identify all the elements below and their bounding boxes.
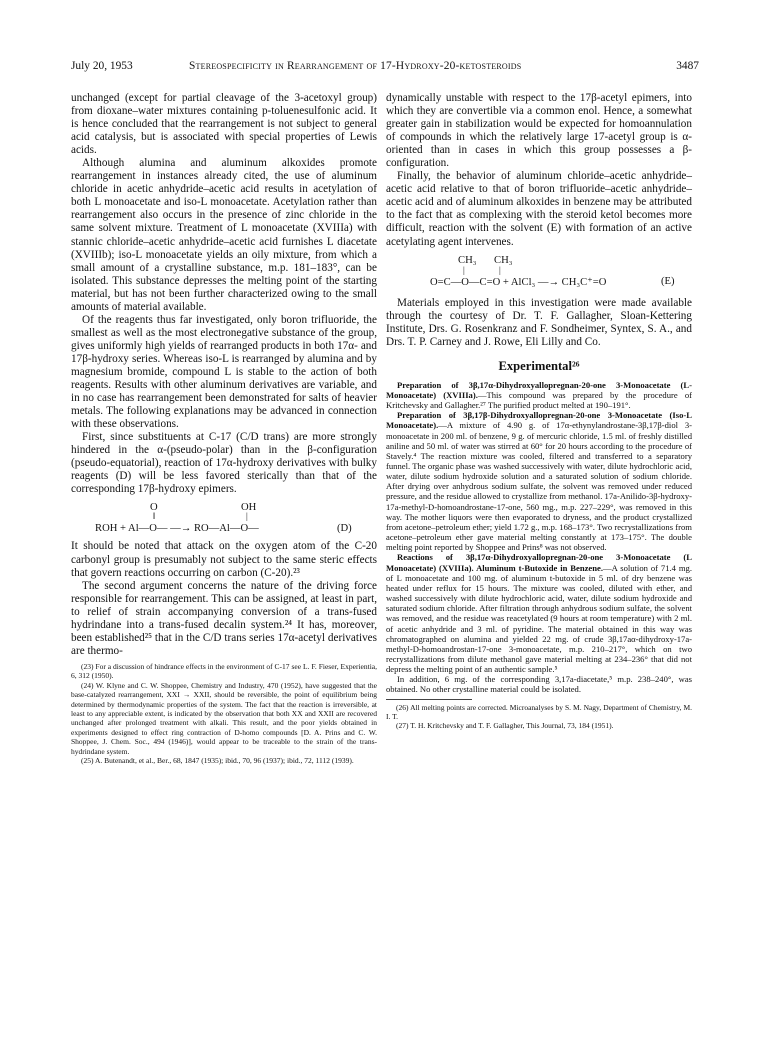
- procedure-heading: Preparation of 3β,17β-Dihydroxyallopregnan-20-one 3-Monoacetate (Iso-L Monoacetate).: [386, 410, 692, 431]
- equation-e: [386, 249, 692, 297]
- page-number: 3487: [676, 60, 699, 72]
- experimental-section: [386, 380, 692, 695]
- page-header: [71, 60, 699, 76]
- single-bond-mark: |: [246, 511, 248, 522]
- experimental-paragraph: [386, 552, 692, 674]
- footnotes: [71, 662, 377, 765]
- paragraph: unchanged (except for partial cleavage of the 3-acetoxyl group) from dioxane–water mixtures containing p-toluenesulfonic acid. It is hence concluded that the rearrangement is not subject to general acid catalysis, but is associated with special properties of Lewis acids.: [71, 92, 377, 157]
- bond-mark-b: |: [499, 264, 501, 275]
- footnote-26: (26) All melting points are corrected. Microanalyses by S. M. Nagy, Department of Chemistry, M. I. T.: [386, 702, 692, 721]
- footnote-27: (27) T. H. Kritchevsky and T. F. Gallagher, This Journal, 73, 184 (1951).: [396, 721, 614, 731]
- equation-hydroxyl-label: OH: [241, 502, 257, 514]
- footnote-25: (25) A. Butenandt, et al., Ber., 68, 1847 (1935); ibid., 70, 96 (1937); ibid., 72, 1112 (1939).: [81, 755, 354, 765]
- acknowledgment: Materials employed in this investigation were made available through the courtesy of Dr. T. F. Gallagher, Sloan-Kettering Institute, Drs. G. Rosenkranz and F. Sondheimer, Syntex, S. A., and Drs. T. P. Carney and J. Rowe, Eli Lilly and Co.: [386, 296, 692, 348]
- footnote-23: (23) For a discussion of hindrance effects in the environment of C-17 see L. F. Fieser, Experientia, 6, 312 (1950).: [71, 661, 377, 681]
- procedure-text: —A mixture of 4.90 g. of 17α-ethynylandrostane-3β,17β-diol 3-monoacetate in 200 ml. of benzene, 9 g. of mercuric chloride, 1.5 ml. of freshly distilled aniline and 50 ml. of water was stirred at 60° for 20 hours according to the procedure of Stavely.⁴ The reaction mixture was cooled, filtered and transferred to a separatory funnel. The organic phase was washed successively with water, dilute hydrochloric acid, water, dilute sodium hydroxide solution and a saturated solution of sodium chloride. After drying over anhydrous sodium sulfate, the solvent was removed under reduced pressure, and the residue allowed to crystallize from methanol. 17a-Anilido-3β-hydroxy-17a-methyl-D-homoandrostane-17-one, 560 mg., m.p. 227–229°, was removed in this way. The mother liquors were then evaporated to dryness, and the product crystallized from acetone–petroleum ether; yield 1.72 g., m.p. 168–173°. Two recrystallizations from acetone–petroleum ether gave material melting constantly at 173–175°. The double melting point reported by Shoppee and Prins⁸ was not observed.: [386, 420, 692, 553]
- paragraph: First, since substituents at C-17 (C/D trans) are more strongly hindered in the α-(pseudo-polar) than in the β-configuration (pseudo-equatorial), reaction of 17α-hydroxy derivatives with bulky reagents (D) will be less favored sterically than that of the corresponding 17β-hydroxy epimers.: [71, 431, 377, 496]
- procedure-text: —This compound was prepared by the procedure of Kritchevsky and Gallagher.²⁷ The purified product melted at 190–191°.: [386, 389, 692, 411]
- equation-expression: O=C—O—C=O + AlCl₃ —→ CH₃C⁺=O: [430, 276, 607, 288]
- paragraph: Of the reagents thus far investigated, only boron trifluoride, the smallest as well as the most electronegative substance of the group, gives uniformly high yields of rearranged products in both 17α- and 17β-hydroxy series. Whereas iso-L is rearranged by alumina and by magnesium bromide, compound L is stable to the action of both reagents. Results with other aluminum derivatives are variable, and in no case has rearrangement been demonstrated for salts of heavier metals. The following explanations may be advanced in connection with these observations.: [71, 313, 377, 431]
- procedure-heading: Preparation of 3β,17α-Dihydroxyallopregnan-20-one 3-Monoacetate (L-Monoacetate) (XVIIIa).: [386, 379, 692, 400]
- equation-label: (E): [661, 275, 675, 287]
- footnote-rule: [386, 699, 472, 700]
- methyl-label-a: CH₃: [458, 254, 477, 266]
- experimental-paragraph: In addition, 6 mg. of the corresponding 3,17a-diacetate,⁵ m.p. 238–240°, was obtained. No other crystalline material could be isolated.: [386, 674, 692, 695]
- procedure-heading: Reactions of 3β,17α-Dihydroxyallopregnan-20-one 3-Monoacetate (L Monoacetate) (XVIIIa). Aluminum t-Butoxide in Benzene.: [386, 552, 692, 573]
- equation-oxygen-label: O: [150, 502, 158, 514]
- section-heading: Experimental²⁶: [498, 358, 580, 373]
- right-column: [386, 92, 692, 731]
- equation-expression: ROH + Al—O— —→ RO—Al—O—: [95, 523, 259, 535]
- experimental-paragraph: [386, 410, 692, 552]
- double-bond-mark: ‖: [153, 511, 156, 522]
- footnote-24: (24) W. Klyne and C. W. Shoppee, Chemistry and Industry, 470 (1952), have suggested that the base-catalyzed rearrangement, XXI → XXII, should be reversible, the point of equilibrium being determined by thermodynamic properties of the system. The fact that the reaction is irreversible, at least to any appreciable extent, is indicated by the observation that both XX and XXII are recovered unchanged after prolonged treatment with alkali. This result, and the poor yields obtained in experiments designed to effect ring contraction of D-homo compounds [D. A. Prins and C. W. Shoppee, J. Chem. Soc., 494 (1946)], would appear to be traceable to the strain of the trans-hydrindane system.: [71, 680, 377, 756]
- paragraph: Finally, the behavior of aluminum chloride–acetic anhydride–acetic acid relative to that of boron trifluoride–acetic anhydride–acetic acid and of aluminum alkoxides in benzene may be attributed to the fact that as complexing with the steroid ketol becomes more difficult, reaction with the solvent (E) with formation of an active acetylating agent intervenes.: [386, 170, 692, 248]
- paragraph: dynamically unstable with respect to the 17β-acetyl epimers, into which they are convertible via a common enol. Hence, a somewhat greater gain in stabilization would be expected for homoannulation of compounds in which the relatively large 17-acetyl group is α-oriented than in cases in which this group possesses a β-configuration.: [386, 92, 692, 170]
- paragraph: The second argument concerns the nature of the driving force responsible for rearrangement. This can be assigned, at least in part, to relief of strain accompanying conversion of a trans-fused hydrindane into a trans-fused decalin system.²⁴ It has, moreover, been established²⁵ that in the C/D trans series 17α-acetyl derivatives are thermo-: [71, 579, 377, 657]
- paragraph: It should be noted that attack on the oxygen atom of the C-20 carbonyl group is presumably not subject to the same steric effects that govern reactions occurring on carbon (C-20).²³: [71, 540, 377, 579]
- paragraph: Although alumina and aluminum alkoxides promote rearrangement in instances already cited, the use of aluminum chloride in acetic anhydride–acetic acid results in acetylation of both L monoacetate and iso-L monoacetate. Acetylation rather than rearrangement also occurs in the presence of zinc chloride in the same solvent mixture. Treatment of L monoacetate (XVIIIa) with stannic chloride–acetic anhydride–acetic acid furnishes L diacetate (XVIIIb); iso-L monoacetate yields an oily mixture, from which a small amount of a crystalline substance, m.p. 181–183°, can be isolated. This substance depresses the melting point of the starting material, but has not been further characterized owing to the small amounts of material available.: [71, 157, 377, 313]
- equation-d: [71, 496, 377, 540]
- left-column: [71, 92, 377, 765]
- running-title: Stereospecificity in Rearrangement of 17-Hydroxy-20-ketosteroids: [189, 60, 522, 72]
- experimental-paragraph: [386, 380, 692, 410]
- bond-mark-a: |: [463, 264, 465, 275]
- footnotes: [386, 703, 692, 731]
- methyl-label-b: CH₃: [494, 254, 513, 266]
- equation-label: (D): [337, 523, 352, 535]
- procedure-text: —A solution of 71.4 mg. of L monoacetate and 100 mg. of aluminum t-butoxide in 5 ml. of dry benzene was heated under reflux for 15 hours. The mixture was cooled, diluted with ether, and washed successively with dilute hydrochloric acid, water, dilute sodium hydroxide and saturated sodium chloride. After filtration through anhydrous sodium sulfate, the solvent was removed, and the residue was reacetylated (9 hours at room temperature) with 2 ml. of acetic anhydride and 3 ml. of pyridine. The material obtained in this way was chromatographed on alumina and yielded 22 mg. of crude 3β,17aα-dihydroxy-17a-methyl-D-homoandrostan-17-one 3-monoacetate, m.p. 210–217°, which on two recrystallizations from dilute methanol gave material melting at 234–236° that did not depress the melting point of an authentic sample.⁵: [386, 562, 692, 675]
- issue-date: July 20, 1953: [71, 60, 133, 72]
